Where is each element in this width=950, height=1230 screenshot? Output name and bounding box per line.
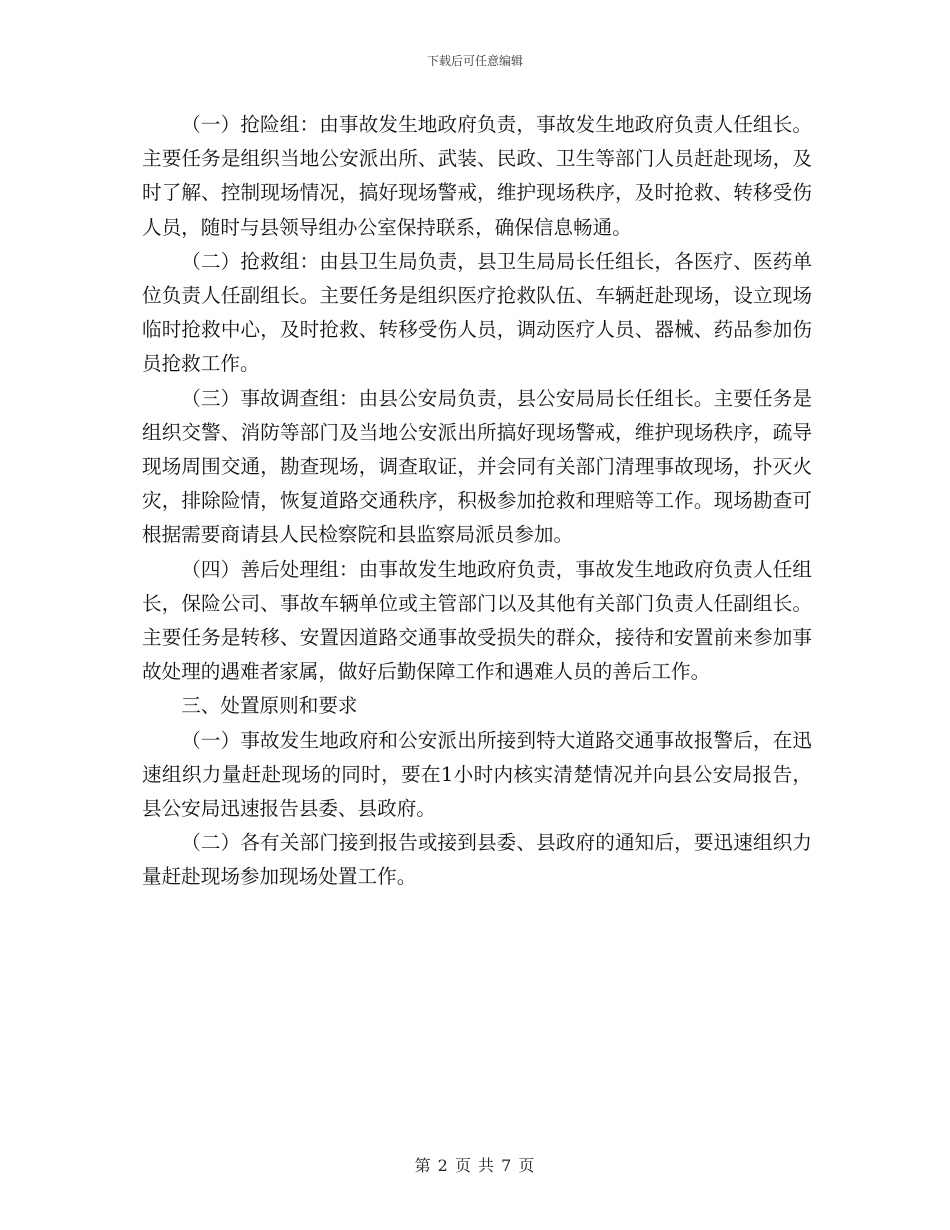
footer-page-number: 2 [437, 1156, 449, 1175]
document-body [142, 108, 812, 895]
paragraph-investigation-group: （三）事故调查组：由县公安局负责，县公安局局长任组长。主要任务是组织交警、消防等部门及当地公安派出所搞好现场警戒，维护现场秩序，疏导现场周围交通，勘查现场，调查取证，并会同有关部门清理事故现场，扑灭火灾，排除险情，恢复道路交通秩序，积极参加抢救和理赔等工作。现场勘查可根据需要商请县人民检察院和县监察局派员参加。 [142, 386, 812, 547]
page-header: 下载后可任意编辑 [426, 54, 523, 68]
footer-prefix: 第 [414, 1156, 432, 1175]
page-footer [0, 1153, 950, 1176]
footer-suffix: 页 [518, 1156, 536, 1175]
paragraph-principle-2: （二）各有关部门接到报告或接到县委、县政府的通知后，要迅速组织力量赶赴现场参加现场处置工作。 [142, 831, 812, 889]
footer-total-pages: 7 [501, 1156, 513, 1175]
section-heading-principles: 三、处置原则和要求 [181, 694, 358, 718]
paragraph-rescue-group: （一）抢险组：由事故发生地政府负责，事故发生地政府负责人任组长。主要任务是组织当地公安派出所、武装、民政、卫生等部门人员赶赴现场，及时了解、控制现场情况，搞好现场警戒，维护现场秩序，及时抢救、转移受伤人员，随时与县领导组办公室保持联系，确保信息畅通。 [142, 113, 812, 239]
paragraph-medical-group: （二）抢救组：由县卫生局负责，县卫生局局长任组长，各医疗、医药单位负责人任副组长。主要任务是组织医疗抢救队伍、车辆赶赴现场，设立现场临时抢救中心，及时抢救、转移受伤人员，调动医疗人员、器械、药品参加伤员抢救工作。 [142, 249, 812, 376]
paragraph-aftermath-group: （四）善后处理组：由事故发生地政府负责，事故发生地政府负责人任组长，保险公司、事故车辆单位或主管部门以及其他有关部门负责人任副组长。主要任务是转移、安置因道路交通事故受损失的群众，接待和安置前来参加事故处理的遇难者家属，做好后勤保障工作和遇难人员的善后工作。 [142, 557, 812, 684]
footer-middle: 页 共 [454, 1156, 496, 1175]
paragraph-principle-1: （一）事故发生地政府和公安派出所接到特大道路交通事故报警后，在迅速组织力量赶赴现场的同时，要在1小时内核实清楚情况并向县公安局报告，县公安局迅速报告县委、县政府。 [142, 728, 812, 821]
